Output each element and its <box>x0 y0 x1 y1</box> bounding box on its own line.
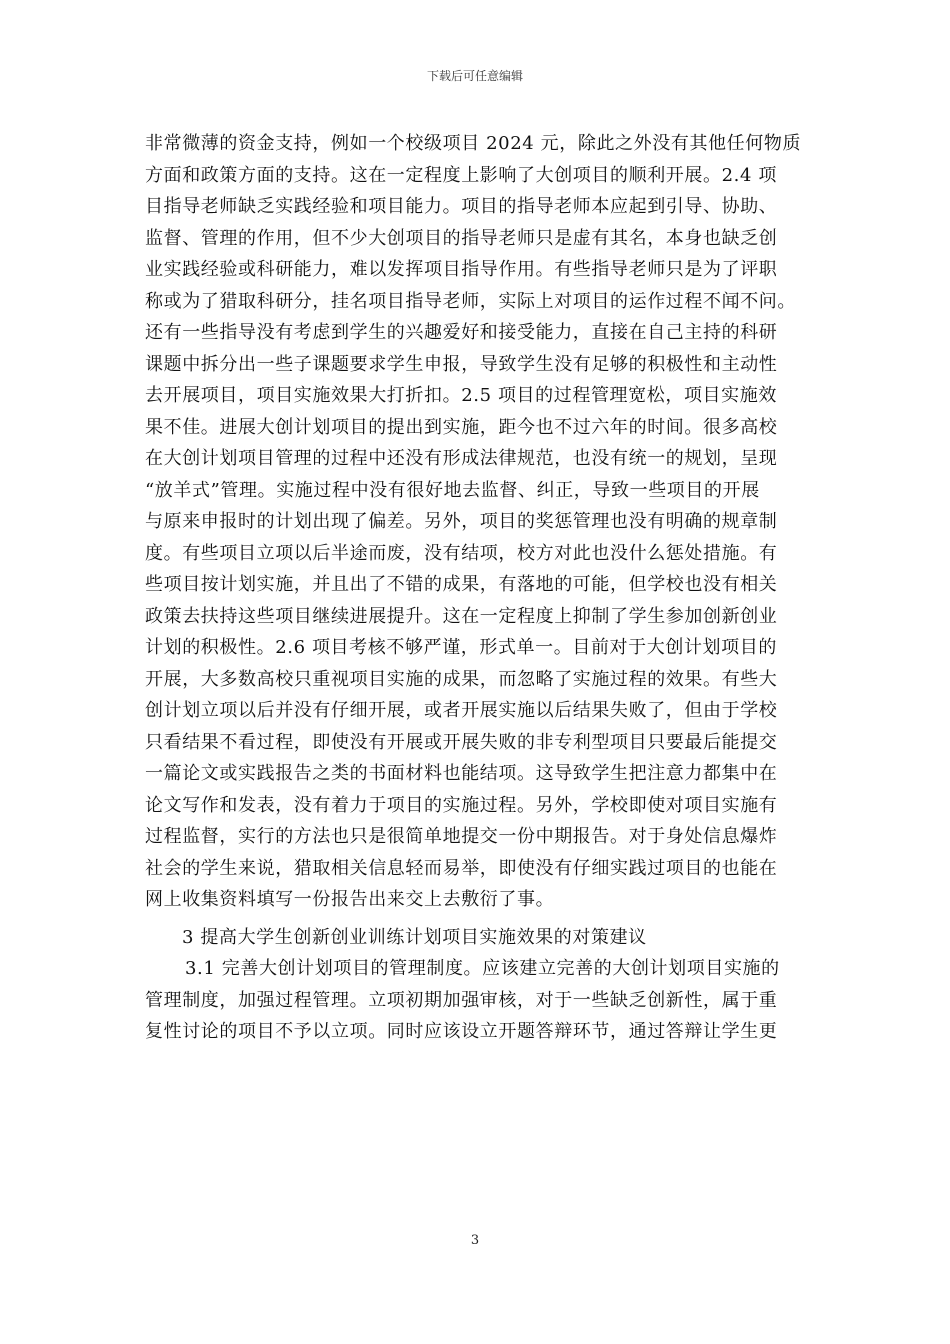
text-line: 计划的积极性。2.6 项目考核不够严谨，形式单一。目前对于大创计划项目的 <box>145 637 777 658</box>
text-line: 社会的学生来说，猎取相关信息轻而易举，即使没有仔细实践过项目的也能在 <box>145 857 778 879</box>
text-line: 网上收集资料填写一份报告出来交上去敷衍了事。 <box>145 889 555 910</box>
text-line: 课题中拆分出一些子课题要求学生申报，导致学生没有足够的积极性和主动性 <box>145 353 778 375</box>
text-line: 在大创计划项目管理的过程中还没有形成法律规范，也没有统一的规划，呈现 <box>145 448 778 469</box>
text-line: 只看结果不看过程，即使没有开展或开展失败的非专利型项目只要最后能提交 <box>145 731 778 753</box>
section-heading: 3 提高大学生创新创业训练计划项目实施效果的对策建议 <box>182 926 647 948</box>
text-line: 度。有些项目立项以后半途而废，没有结项，校方对此也没什么惩处措施。有 <box>145 542 778 564</box>
text-line: 政策去扶持这些项目继续进展提升。这在一定程度上抑制了学生参加创新创业 <box>145 605 778 627</box>
text-line: 3.1 完善大创计划项目的管理制度。应该建立完善的大创计划项目实施的 <box>185 958 780 979</box>
text-line: 与原来申报时的计划出现了偏差。另外，项目的奖惩管理也没有明确的规章制 <box>145 511 778 532</box>
text-line: 创计划立项以后并没有仔细开展，或者开展实施以后结果失败了，但由于学校 <box>145 700 778 721</box>
text-line: 称或为了猎取科研分，挂名项目指导老师，实际上对项目的运作过程不闻不问。 <box>145 290 796 312</box>
text-line: 去开展项目，项目实施效果大打折扣。2.5 项目的过程管理宽松，项目实施效 <box>145 385 777 406</box>
paragraph-1 <box>145 128 815 916</box>
text-line: 还有一些指导没有考虑到学生的兴趣爱好和接受能力，直接在自己主持的科研 <box>145 322 778 343</box>
text-line: 方面和政策方面的支持。这在一定程度上影响了大创项目的顺利开展。2.4 项 <box>145 164 777 186</box>
text-line: 管理制度，加强过程管理。立项初期加强审核，对于一些缺乏创新性，属于重 <box>145 989 778 1011</box>
text-line: 论文写作和发表，没有着力于项目的实施过程。另外，学校即使对项目实施有 <box>145 794 778 816</box>
text-line: 一篇论文或实践报告之类的书面材料也能结项。这导致学生把注意力都集中在 <box>145 763 778 784</box>
text-line: 些项目按计划实施，并且出了不错的成果，有落地的可能，但学校也没有相关 <box>145 574 778 595</box>
text-line: “放羊式”管理。实施过程中没有很好地去监督、纠正，导致一些项目的开展 <box>145 479 760 501</box>
text-line: 监督、管理的作用，但不少大创项目的指导老师只是虚有其名，本身也缺乏创 <box>145 227 778 249</box>
text-line: 开展，大多数高校只重视项目实施的成果，而忽略了实施过程的效果。有些大 <box>145 668 778 690</box>
page-number: 3 <box>470 1233 480 1248</box>
text-line: 业实践经验或科研能力，难以发挥项目指导作用。有些指导老师只是为了评职 <box>145 259 778 280</box>
page-header: 下载后可任意编辑 <box>426 69 523 83</box>
text-line: 目指导老师缺乏实践经验和项目能力。项目的指导老师本应起到引导、协助、 <box>145 196 778 217</box>
text-line: 过程监督，实行的方法也只是很简单地提交一份中期报告。对于身处信息爆炸 <box>145 826 778 847</box>
document-body <box>145 128 815 1048</box>
paragraph-2 <box>145 953 815 1048</box>
text-line: 复性讨论的项目不予以立项。同时应该设立开题答辩环节，通过答辩让学生更 <box>145 1021 778 1042</box>
text-line: 非常微薄的资金支持，例如一个校级项目 2024 元，除此之外没有其他任何物质 <box>145 133 802 154</box>
text-line: 果不佳。进展大创计划项目的提出到实施，距今也不过六年的时间。很多高校 <box>145 416 778 438</box>
